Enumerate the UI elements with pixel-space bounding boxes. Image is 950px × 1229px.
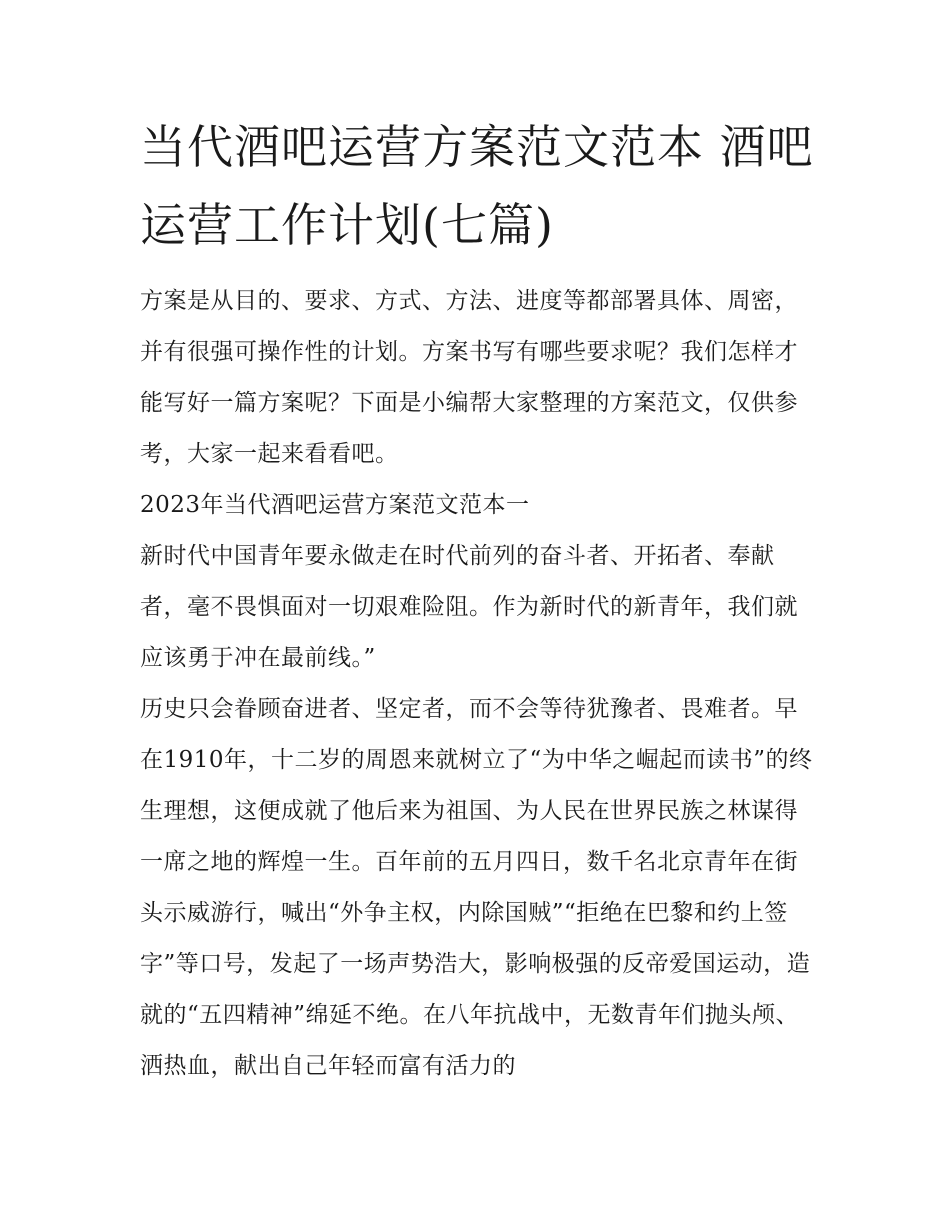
intro-paragraph: 方案是从目的、要求、方式、方法、进度等都部署具体、周密，并有很强可操作性的计划。方案书写有哪些要求呢？我们怎样才能写好一篇方案呢？下面是小编帮大家整理的方案范文，仅供参考，大家一起来看看吧。	[140, 288, 798, 467]
section-heading: 2023年当代酒吧运营方案范文范本一	[140, 492, 530, 518]
document-title: 当代酒吧运营方案范文范本 酒吧运营工作计划(七篇)	[140, 120, 814, 252]
body-paragraph-2: 历史只会眷顾奋进者、坚定者，而不会等待犹豫者、畏难者。早在1910年，十二岁的周恩来就树立了“为中华之崛起而读书”的终生理想，这便成就了他后来为祖国、为人民在世界民族之林谋得一席之地的辉煌一生。百年前的五月四日，数千名北京青年在街头示威游行，喊出“外争主权，内除国贼”“拒绝在巴黎和约上签字”等口号，发起了一场声势浩大，影响极强的反帝爱国运动，造就的“五四精神”绵延不绝。在八年抗战中，无数青年们抛头颅、洒热血，献出自己年轻而富有活力的	[140, 696, 813, 1079]
document-page	[140, 108, 820, 1092]
body-paragraph-1: 新时代中国青年要永做走在时代前列的奋斗者、开拓者、奉献者，毫不畏惧面对一切艰难险阻。作为新时代的新青年，我们就应该勇于冲在最前线。”	[140, 543, 798, 671]
